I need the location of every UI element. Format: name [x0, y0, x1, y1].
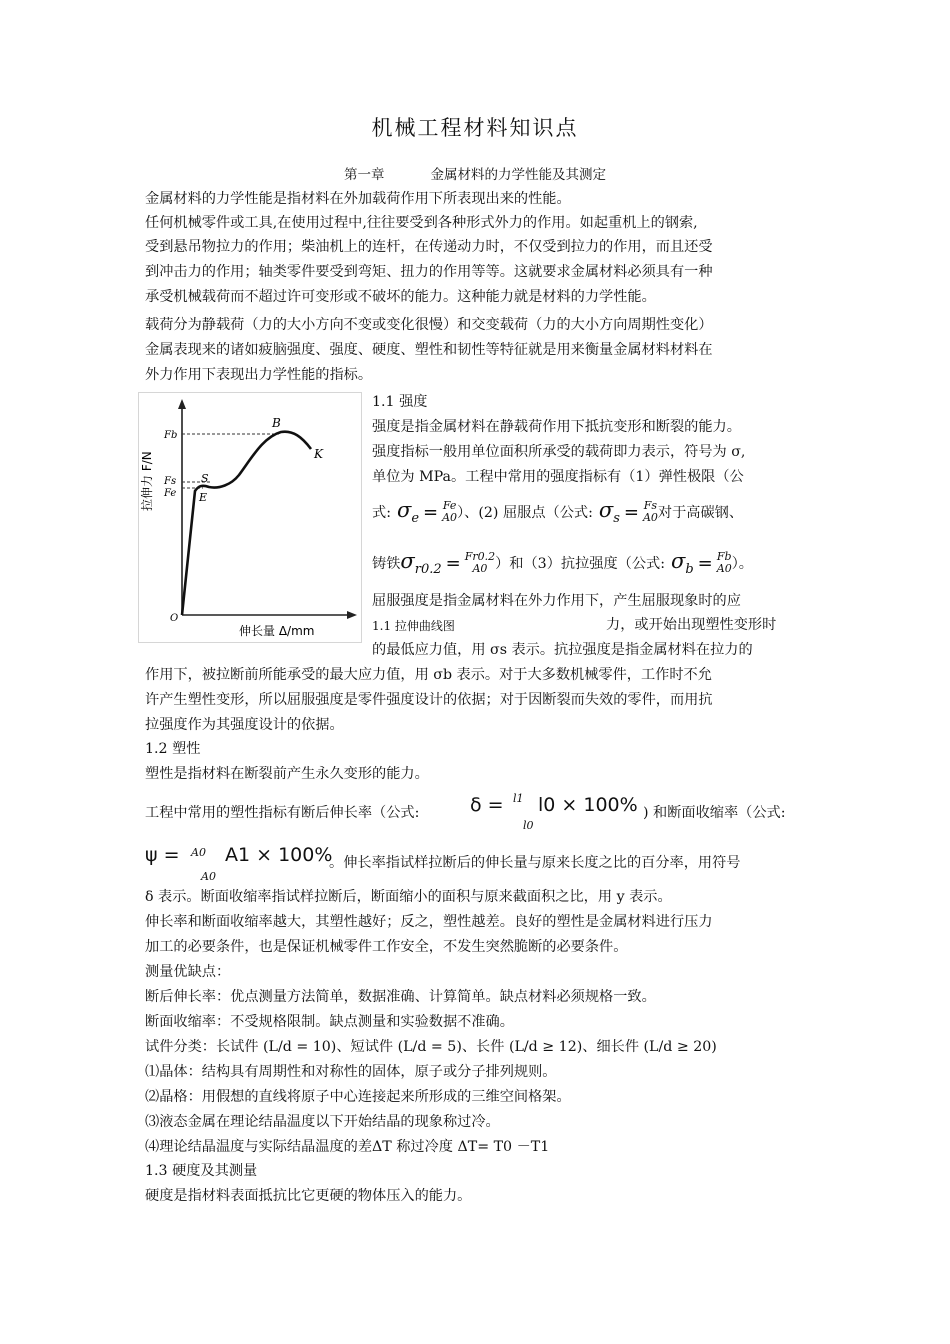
section-heading-1-1: 1.1 强度: [372, 394, 428, 410]
fb-label: Fb: [164, 430, 178, 441]
paragraph-line: 受到悬吊物拉力的作用；柴油机上的连杆，在传递动力时，不仅受到拉力的作用，而且还受: [145, 239, 713, 255]
paragraph-line: 伸长率和断面收缩率越大，其塑性越好；反之，塑性越差。良好的塑性是金属材料进行压力: [145, 914, 713, 930]
fs-label: Fs: [164, 476, 177, 487]
document-page: 机械工程材料知识点 第一章 金属材料的力学性能及其测定 金属材料的力学性能是指材料在外加载荷作用下所表现出来的性能。 任何机械零件或工具,在使用过程中,往往要受到各种形式外力的作用。如起重机上的钢索, 受到悬吊物拉力的作用；柴油机上的连杆，在传递动力时，不仅受到拉力的作用，而且还受 到冲击力的作用；轴类零件要受到弯矩、扭力的作用等等。这就要求金属材料必须具有一种 承受机械载荷而不超过许可变形或不破坏的能力。这种能力就是材料的力学性能。 载荷分为静载荷（力的大小方向不变或变化很慢）和交变载荷（力的大小方向周期性变化） 金属表现来的诸如疲脑强度、强度、硬度、塑性和韧性等特征就是用来衡量金属材料材料在 外力作用下表现出力学性能的指标。 拉伸力 F/N 伸长量 Δ/mm O E S B K Fb Fs Fe 1.1 强度 强度是指金属材料在静载荷作用下抵抗变形和断裂的能力。 强度指标一般用单位面积所承受的载荷即力表示，符号为 σ, 单位为 MPa。工程中常用的强度指标有（1）弹性极限（公 式: $\sigma_e$ = Fe A0 ）、(2) 屈服点（公式: $\sigma_s$ = Fs A0 对于高碳钢、 铸铁 $\sigma_{r0.2}$ = Fr0.2 A0 ）和（3）抗拉强度（公式: $\sigma_b$ = Fb A0 ）。 屈服强度是指金属材料在外力作用下，产生屈服现象时的应 1.1 拉伸曲线图 力，或开始出现塑性变形时 的最低应力值，用 σs 表示。抗拉强度是指金属材料在拉力的 作用下，被拉断前所能承受的最大应力值，用 σb 表示。对于大多数机械零件，工作时不允 许产生塑性变形，所以屈服强度是零件强度设计的依据；对于因断裂而失效的零件，而用抗 拉强度作为其强度设计的依据。 1.2 塑性 塑性是指材料在断裂前产生永久变形的能力。 工程中常用的塑性指标有断后伸长率（公式: δ = l1 l0 × 100% l0 ) 和断面收缩率（公式: ψ = A0 A1 × 100% A0 。伸长率指试样拉断后的伸长量与原来长度之比的百分率，用符号 δ 表示。断面收缩率指试样拉断后，断面缩小的面积与原来截面积之比，用 y 表示。 伸长率和断面收缩率越大，其塑性越好；反之，塑性越差。良好的塑性是金属材料进行压力 加工的必要条件，也是保证机械零件工作安全，不发生突然脆断的必要条件。 测量优缺点： 断后伸长率：优点测量方法简单，数据准确、计算简单。缺点材料必须规格一致。 断面收缩率：不受规格限制。缺点测量和实验数据不准确。 试件分类：长试件 (L/d = 10)、短试件 (L/d = 5)、长件 (L/d ≥ 12)、细长件 (L/d ≥ 20) ⑴晶体：结构具有周期性和对称性的固体，原子或分子排列规则。 ⑵晶格：用假想的直线将原子中心连接起来所形成的三维空间格架。 ⑶液态金属在理论结晶温度以下开始结晶的现象称过冷。 ⑷理论结晶温度与实际结晶温度的差ΔT 称过冷度 ΔT= T0 －T1 1.3 硬度及其测量 硬度是指材料表面抵抗比它更硬的物体压入的能力。: [0, 0, 950, 1344]
paragraph-line: 外力作用下表现出力学性能的指标。: [145, 367, 373, 383]
chapter-name: 金属材料的力学性能及其测定: [430, 167, 606, 183]
paragraph-line: 测量优缺点：: [145, 964, 231, 980]
chapter-heading: [0, 163, 950, 183]
point-s-label: S: [201, 472, 209, 485]
list-item: ⑵晶格：用假想的直线将原子中心连接起来所形成的三维空间格架。: [145, 1089, 571, 1105]
paragraph-line: 塑性是指材料在断裂前产生永久变形的能力。: [145, 766, 429, 782]
chapter-number: 第一章: [344, 167, 385, 183]
paragraph-line: 许产生塑性变形，所以屈服强度是零件强度设计的依据；对于因断裂而失效的零件，而用抗: [145, 692, 713, 708]
paragraph-line: 拉强度作为其强度设计的依据。: [145, 717, 344, 733]
tensile-curve-figure: [138, 392, 362, 643]
paragraph-line: 硬度是指材料表面抵抗比它更硬的物体压入的能力。: [145, 1188, 472, 1204]
document-title: 机械工程材料知识点: [371, 116, 579, 140]
formula-sigma-r: σ: [400, 548, 415, 573]
paragraph-line: 载荷分为静载荷（力的大小方向不变或变化很慢）和交变载荷（力的大小方向周期性变化）: [145, 317, 713, 333]
section-heading-1-3: 1.3 硬度及其测量: [145, 1163, 258, 1179]
point-e-label: E: [199, 491, 208, 504]
fraction-fb-a0: Fb A0: [716, 549, 732, 575]
paragraph-line: 的最低应力值，用 σs 表示。抗拉强度是指金属材料在拉力的: [372, 642, 753, 658]
formula-sigma-e: σ: [396, 497, 412, 522]
paragraph-line: 断面收缩率：不受规格限制。缺点测量和实验数据不准确。: [145, 1014, 514, 1030]
section-heading-1-2: 1.2 塑性: [145, 741, 201, 757]
formula-line-1: 式: $\sigma_e$ = Fe A0 ）、(2) 屈服点（公式: $\sigma_s$ = Fs A0 对于高碳钢、: [372, 497, 744, 527]
formula-psi: ψ =: [145, 844, 180, 866]
fraction-fs-a0: Fs A0: [642, 498, 658, 524]
list-item: ⑶液态金属在理论结晶温度以下开始结晶的现象称过冷。: [145, 1114, 500, 1130]
formula-sigma-b: σ: [670, 548, 686, 573]
y-axis-arrow: [178, 399, 186, 409]
tensile-curve-svg: [139, 393, 361, 642]
list-item: ⑷理论结晶温度与实际结晶温度的差ΔT 称过冷度 ΔT= T0 －T1: [145, 1139, 550, 1155]
figure-caption: 1.1 拉伸曲线图: [372, 619, 455, 633]
paragraph-line: 任何机械零件或工具,在使用过程中,往往要受到各种形式外力的作用。如起重机上的钢索,: [145, 215, 698, 231]
paragraph-line: 强度指标一般用单位面积所承受的载荷即力表示，符号为 σ,: [372, 444, 746, 460]
x-axis-arrow: [347, 611, 357, 619]
point-o-label: O: [170, 613, 179, 624]
fe-label: Fe: [164, 488, 177, 499]
tensile-curve: [182, 432, 311, 615]
list-item: ⑴晶体：结构具有周期性和对称性的固体，原子或分子排列规则。: [145, 1064, 557, 1080]
x-axis-label: 伸长量 Δ/mm: [239, 624, 315, 638]
paragraph-line-specimens: 试件分类：长试件 (L/d = 10)、短试件 (L/d = 5)、长件 (L/d ≥ 12)、细长件 (L/d ≥ 20): [145, 1039, 717, 1055]
point-b-label: B: [272, 416, 281, 430]
fraction-fe-a0: Fe A0: [442, 498, 458, 524]
paragraph-line: 金属表现来的诸如疲脑强度、强度、硬度、塑性和韧性等特征就是用来衡量金属材料材料在: [145, 342, 713, 358]
paragraph-line: 到冲击力的作用；轴类零件要受到弯矩、扭力的作用等等。这就要求金属材料必须具有一种: [145, 264, 713, 280]
paragraph-line: 断后伸长率：优点测量方法简单，数据准确、计算简单。缺点材料必须规格一致。: [145, 989, 656, 1005]
paragraph-line: 作用下，被拉断前所能承受的最大应力值，用 σb 表示。对于大多数机械零件，工作时不允: [145, 667, 712, 683]
formula-delta: δ =: [470, 794, 504, 816]
formula-sigma-s: σ: [598, 497, 614, 522]
y-axis-label: 拉伸力 F/N: [140, 451, 154, 511]
point-k-label: K: [314, 447, 323, 461]
paragraph-line: 承受机械载荷而不超过许可变形或不破坏的能力。这种能力就是材料的力学性能。: [145, 289, 656, 305]
paragraph-line: 单位为 MPa。工程中常用的强度指标有（1）弹性极限（公: [372, 469, 744, 485]
paragraph-line: 加工的必要条件，也是保证机械零件工作安全，不发生突然脆断的必要条件。: [145, 939, 628, 955]
paragraph-line: 强度是指金属材料在静载荷作用下抵抗变形和断裂的能力。: [372, 419, 741, 435]
formula-line-2: 铸铁 $\sigma_{r0.2}$ = Fr0.2 A0 ）和（3）抗拉强度（公式: $\sigma_b$ = Fb A0 ）。: [372, 548, 753, 578]
paragraph-line: 屈服强度是指金属材料在外力作用下，产生屈服现象时的应: [372, 593, 741, 609]
paragraph-line: δ 表示。断面收缩率指试样拉断后，断面缩小的面积与原来截面积之比，用 y 表示。: [145, 889, 672, 905]
fraction-fr-a0: Fr0.2 A0: [464, 549, 496, 575]
paragraph-intro: 金属材料的力学性能是指材料在外加载荷作用下所表现出来的性能。: [145, 191, 571, 207]
paragraph-line: 力，或开始出现塑性变形时: [606, 617, 777, 633]
